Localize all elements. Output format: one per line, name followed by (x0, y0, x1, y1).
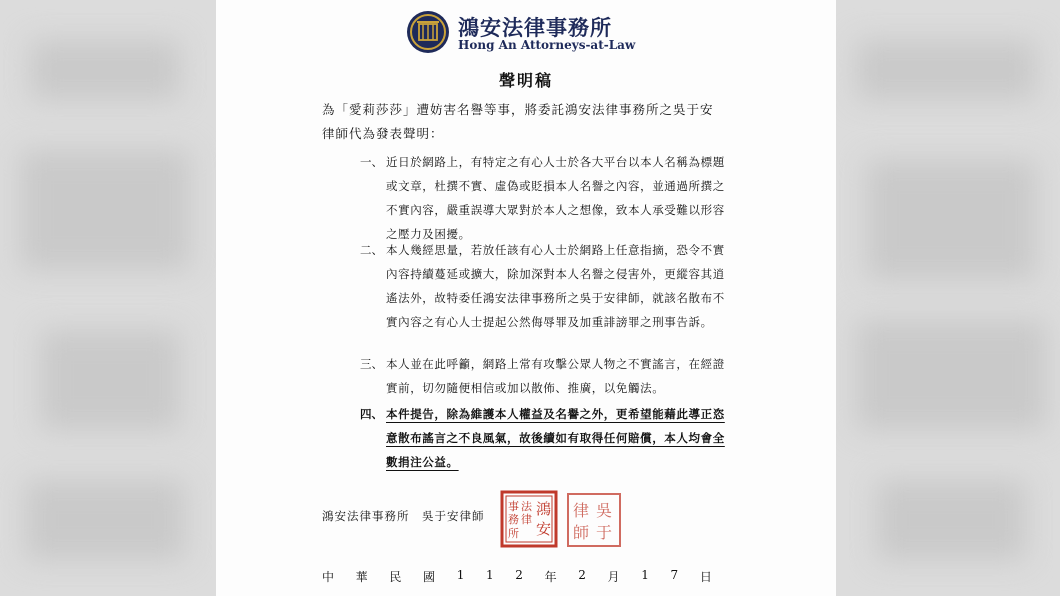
statement-item-3 (360, 352, 726, 400)
item-text: 本人並在此呼籲，網路上常有攻擊公眾人物之不實謠言，在經證實前，切勿隨便相信或加以散佈、推廣，以免觸法。 (386, 357, 725, 395)
svg-text:律: 律 (573, 501, 590, 520)
document-title: 聲明稿 (498, 71, 553, 90)
svg-text:于: 于 (596, 523, 613, 542)
signature-line: 鴻安法律事務所 吳于安律師 (322, 509, 485, 523)
svg-text:安: 安 (536, 520, 552, 538)
svg-text:事: 事 (508, 500, 519, 513)
firm-emblem-icon (406, 10, 450, 54)
date-char: 1 (456, 568, 465, 582)
date-char: 月 (607, 570, 620, 584)
statement-item-4 (360, 402, 726, 474)
firm-name-en: Hong An Attorneys-at-Law (458, 38, 636, 52)
date-char: 華 (355, 570, 368, 584)
firm-logo (406, 10, 666, 58)
date-char: 國 (423, 570, 436, 584)
svg-text:所: 所 (508, 527, 519, 540)
date-char: 中 (322, 570, 335, 584)
document-date (322, 568, 712, 585)
svg-text:師: 師 (573, 523, 590, 542)
svg-text:務: 務 (508, 513, 519, 526)
item-text: 本人幾經思量，若放任該有心人士於網路上任意指摘，恐令不實內容持續蔓延或擴大，除加深對本人名譽之侵害外，更縱容其逍遙法外，故特委任鴻安法律事務所之吳于安律師，就該名散布不實內容之有心人士提起公然侮辱罪及加重誹謗罪之刑事告訴。 (386, 243, 725, 329)
svg-text:律: 律 (521, 513, 532, 526)
date-char: 日 (699, 570, 712, 584)
item-number: 一、 (360, 155, 383, 169)
date-char: 民 (389, 570, 402, 584)
statement-item-2 (360, 238, 726, 334)
date-char: 7 (670, 568, 679, 582)
blurred-background-right (836, 0, 1060, 596)
statement-item-1 (360, 150, 726, 246)
item-number: 四、 (360, 407, 383, 421)
intro-paragraph: 為「愛莉莎莎」遭妨害名譽等事，將委託鴻安法律事務所之吳于安律師代為發表聲明： (322, 102, 714, 141)
date-char: 2 (515, 568, 523, 582)
item-text: 近日於網路上，有特定之有心人士於各大平台以本人名稱為標題或文章，杜撰不實、虛偽或貶損本人名譽之內容，並通過所撰之不實內容，嚴重誤導大眾對於本人之想像，致本人承受難以形容之壓力及困擾。 (386, 155, 725, 241)
svg-text:法: 法 (521, 500, 532, 513)
date-char: 1 (485, 568, 494, 582)
firm-name-zh: 鴻安法律事務所 (458, 15, 612, 40)
svg-text:鴻: 鴻 (536, 500, 552, 518)
blurred-background-left (0, 0, 216, 596)
date-char: 2 (578, 568, 586, 582)
firm-seal-stamp (500, 490, 558, 548)
item-number: 二、 (360, 243, 383, 257)
date-char: 年 (544, 570, 557, 584)
statement-document (216, 0, 836, 596)
date-char: 1 (641, 568, 649, 582)
item-text: 本件提告，除為維護本人權益及名譽之外，更希望能藉此導正恣意散布謠言之不良風氣，故後續如有取得任何賠償，本人均會全數捐注公益。 (386, 407, 725, 469)
item-number: 三、 (360, 357, 383, 371)
lawyer-seal-stamp (566, 492, 622, 548)
svg-text:吳: 吳 (596, 501, 613, 520)
